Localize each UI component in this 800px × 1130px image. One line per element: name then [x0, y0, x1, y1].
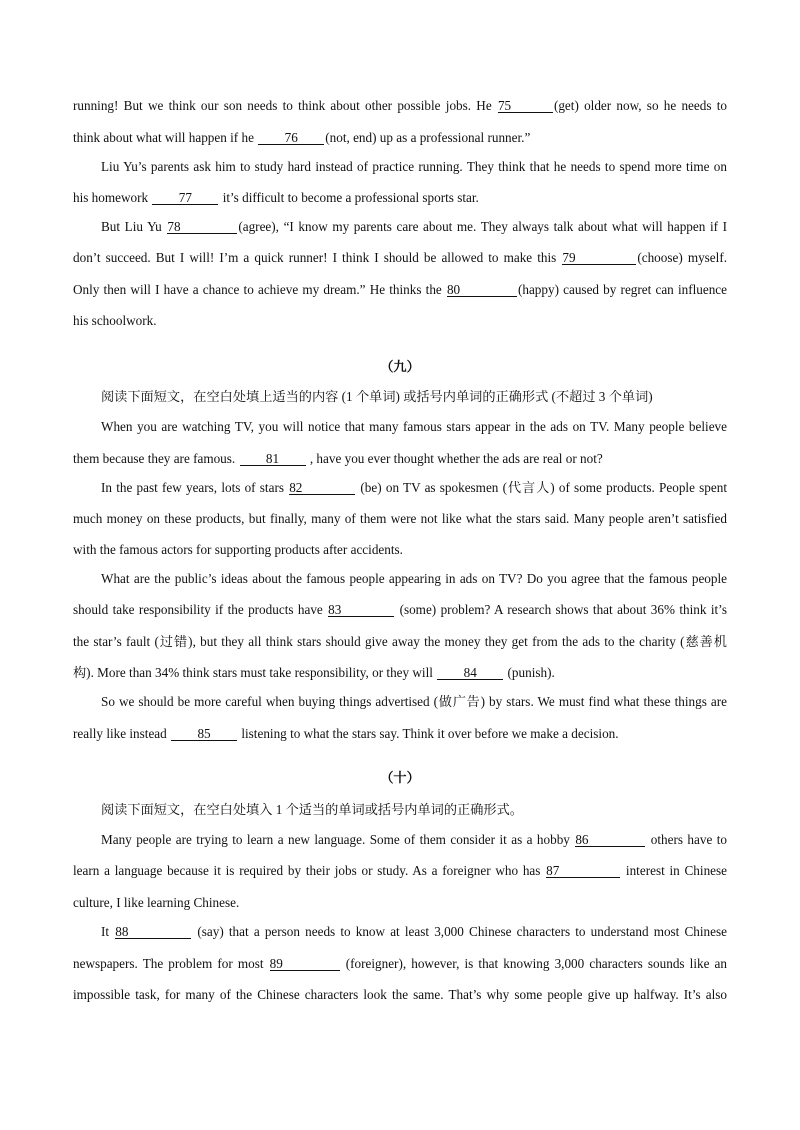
blank-88[interactable]: 88	[115, 925, 191, 939]
paragraph-line	[73, 190, 727, 206]
blank-86[interactable]: 86	[575, 833, 645, 847]
text: In the past few years, lots of stars	[101, 480, 289, 495]
paragraph-line	[73, 956, 727, 972]
blank-82[interactable]: 82	[289, 481, 355, 495]
text: 构). More than 34% think stars must take responsibility, or they will	[73, 665, 437, 680]
blank-76[interactable]: 76	[258, 131, 324, 145]
blank-89[interactable]: 89	[270, 957, 340, 971]
text: them because they are famous.	[73, 451, 239, 466]
paragraph-line	[73, 726, 727, 742]
text: his homework	[73, 190, 152, 205]
paragraph-line: impossible task, for many of the Chinese characters look the same. That’s why some people give up halfway. It’s also	[73, 987, 727, 1002]
text: (say) that a person needs to know at least 3,000 Chinese characters to understand most Chinese	[192, 924, 727, 939]
paragraph-line: Liu Yu’s parents ask him to study hard instead of practice running. They think that he needs to spend more time on	[101, 159, 727, 174]
text: interest in Chinese	[621, 863, 727, 878]
text: it’s difficult to become a professional sports star.	[219, 190, 479, 205]
text: Only then will I have a chance to achieve my dream.” He thinks the	[73, 282, 446, 297]
blank-85[interactable]: 85	[171, 727, 237, 741]
paragraph-line	[73, 98, 727, 114]
text: others have to	[646, 832, 727, 847]
text: learn a language because it is required by their jobs or study. As a foreigner who has	[73, 863, 546, 878]
paragraph-line: When you are watching TV, you will notice that many famous stars appear in the ads on TV. Many people believe	[101, 419, 727, 434]
paragraph-line: the star’s fault (过错), but they all think stars should give away the money they get from the ads to the charity (慈善机	[73, 634, 727, 649]
blank-84[interactable]: 84	[437, 666, 503, 680]
text: (foreigner), however, is that knowing 3,000 characters sounds like an	[340, 956, 727, 971]
text: (some) problem? A research shows that about 36% think it’s	[395, 602, 727, 617]
paragraph-line	[101, 219, 727, 235]
paragraph-line	[101, 832, 727, 848]
section-heading: （九）	[380, 359, 420, 374]
text: listening to what the stars say. Think it over before we make a decision.	[238, 726, 619, 741]
paragraph-line	[101, 480, 727, 496]
paragraph-line	[73, 602, 727, 618]
paragraph-line: What are the public’s ideas about the famous people appearing in ads on TV? Do you agree that the famous people	[101, 571, 727, 586]
text: think about what will happen if he	[73, 130, 258, 145]
instruction-text: 阅读下面短文，在空白处填上适当的内容 (1 个单词) 或括号内单词的正确形式 (不超过 3 个单词)	[101, 389, 653, 404]
text: (get) older now, so he needs to	[553, 98, 727, 113]
instruction-text: 阅读下面短文，在空白处填入 1 个适当的单词或括号内单词的正确形式。	[101, 802, 523, 817]
paragraph-line: with the famous actors for supporting products after accidents.	[73, 542, 403, 557]
text: don’t succeed. But I will! I’m a quick runner! I think I should be allowed to make this	[73, 250, 562, 265]
text: , have you ever thought whether the ads are real or not?	[306, 451, 603, 466]
text: really like instead	[73, 726, 171, 741]
paragraph-line: culture, I like learning Chinese.	[73, 895, 240, 910]
blank-78[interactable]: 78	[167, 220, 237, 234]
blank-81[interactable]: 81	[240, 452, 306, 466]
paragraph-line: much money on these products, but finally, many of them were not like what the stars said. Many people aren’t satisfied	[73, 511, 727, 526]
text: But Liu Yu	[101, 219, 167, 234]
blank-83[interactable]: 83	[328, 603, 394, 617]
blank-75[interactable]: 75	[498, 99, 553, 113]
paragraph-line	[73, 282, 727, 298]
blank-77[interactable]: 77	[152, 191, 218, 205]
paragraph-line	[73, 250, 727, 266]
text: (be) on TV as spokesmen (代言人) of some products. People spent	[356, 480, 727, 495]
paragraph-line	[101, 924, 727, 940]
blank-87[interactable]: 87	[546, 864, 620, 878]
paragraph-line	[73, 130, 727, 146]
paragraph-line: So we should be more careful when buying things advertised (做广告) by stars. We must find what these things are	[101, 694, 727, 709]
paragraph-line: his schoolwork.	[73, 313, 157, 328]
text: It	[101, 924, 115, 939]
text: (happy) caused by regret can influence	[517, 282, 727, 297]
blank-80[interactable]: 80	[447, 283, 517, 297]
text: should take responsibility if the products have	[73, 602, 328, 617]
text: (punish).	[504, 665, 555, 680]
text: (choose) myself.	[637, 250, 728, 265]
text: Many people are trying to learn a new language. Some of them consider it as a hobby	[101, 832, 575, 847]
paragraph-line	[73, 665, 727, 681]
text: running! But we think our son needs to think about other possible jobs. He	[73, 98, 497, 113]
paragraph-line	[73, 451, 727, 467]
section-heading: （十）	[380, 770, 420, 785]
text: (not, end) up as a professional runner.”	[325, 130, 531, 145]
text: newspapers. The problem for most	[73, 956, 269, 971]
blank-79[interactable]: 79	[562, 251, 636, 265]
paragraph-line	[73, 863, 727, 879]
text: (agree), “I know my parents care about me. They always talk about what will happen if I	[238, 219, 727, 234]
